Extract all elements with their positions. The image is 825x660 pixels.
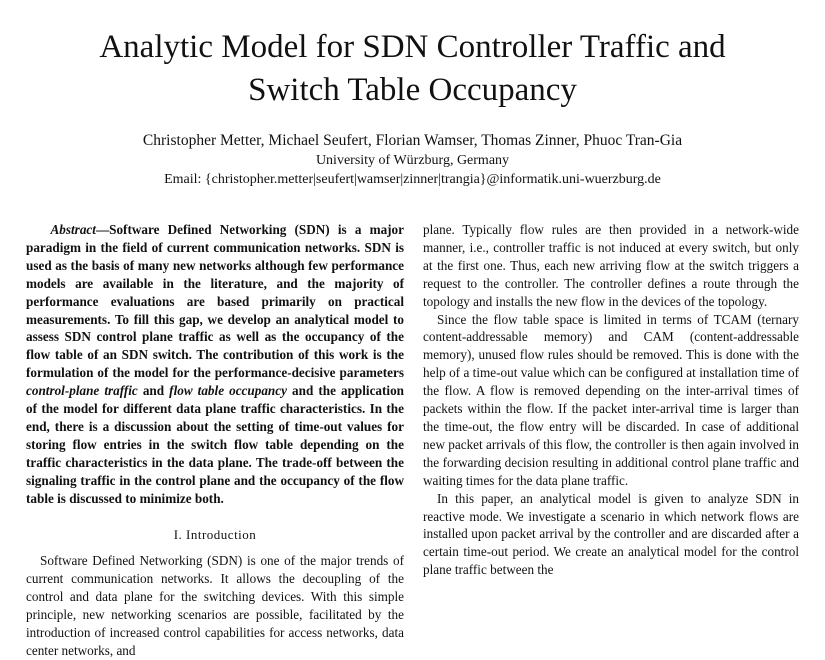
abstract-text-a: Software Defined Networking (SDN) is a major paradigm in the field of current communication networks. SDN is used as the basis of many new networks although few performance models are available in the literature, and the majority of performance evaluations are based primarily on practical measurements. To fill this gap, we develop an analytical model to assess SDN control plane traffic as well as the occupancy of the flow table of an SDN switch. The contribution of this work is the formulation of the model for the performance-decisive parameters [26, 222, 405, 381]
right-paragraph-1: plane. Typically flow rules are then provided in a network-wide manner, i.e., controller traffic is not induced at every switch, but only at the first one. Thus, each new arriving flow at the switch triggers a request to the controller. The controller defines a route through the topology and installs the new flow in the devices of the topology. [423, 222, 799, 309]
author-list: Christopher Metter, Michael Seufert, Florian Wamser, Thomas Zinner, Phuoc Tran-Gia [142, 132, 683, 149]
left-column [26, 221, 404, 660]
abstract-text-b: and [137, 383, 170, 399]
right-paragraph-2: Since the flow table space is limited in terms of TCAM (ternary content-addressable memory) and CAM (content-addressable memory), unused flow rules should be removed. This is done with the help of a time-out value which can be configured at installation time of the flow. A flow is removed depending on the inter-arrival times of packets within the flow. If the packet inter-arrival time is larger than the time-out, the flow entry will be discarded. In case of additional new packet arrivals of this flow, the controller is then again involved in the forwarding decision resulting in additional control plane traffic and waiting times for the data plane traffic. [423, 311, 799, 488]
abstract-lead: Abstract [50, 222, 96, 237]
abstract [26, 221, 404, 508]
title-line-2: Switch Table Occupancy [248, 72, 577, 108]
section-heading-introduction: I. Introduction [173, 526, 257, 542]
paper-title [0, 26, 825, 112]
right-column [423, 221, 799, 579]
intro-paragraph-1: Software Defined Networking (SDN) is one of the major trends of current communication networks. It allows the decoupling of the control and data plane for the switching devices. With this simple principle, new networking scenarios are possible, facilitated by the introduction of increased control capabilities for access networks, data center networks, and [26, 553, 404, 658]
abstract-dash: — [95, 222, 110, 237]
abstract-term-flow-table: flow table occupancy [169, 383, 287, 399]
title-line-1: Analytic Model for SDN Controller Traffic and [99, 29, 726, 65]
right-paragraph-3: In this paper, an analytical model is given to analyze SDN in reactive mode. We investigate a scenario in which network flows are installed upon packet arrival by the controller and are discarded after a certain time-out period. We create an analytical model for the control plane traffic between the [423, 490, 799, 578]
abstract-text-c: and the application of the model for different data plane traffic characteristics. In the end, there is a discussion about the setting of time-out values for storing flow entries in the switch flow table depending on the traffic characteristics in the data plane. The trade-off between the signaling traffic in the control plane and the occupancy of the flow table is discussed to minimize both. [26, 383, 405, 506]
affiliation: University of Würzburg, Germany [315, 153, 510, 168]
email-line: Email: {christopher.metter|seufert|wamser|zinner|trangia}@informatik.uni-wuerzburg.de [164, 172, 661, 187]
abstract-term-control-plane: control-plane traffic [26, 383, 138, 399]
